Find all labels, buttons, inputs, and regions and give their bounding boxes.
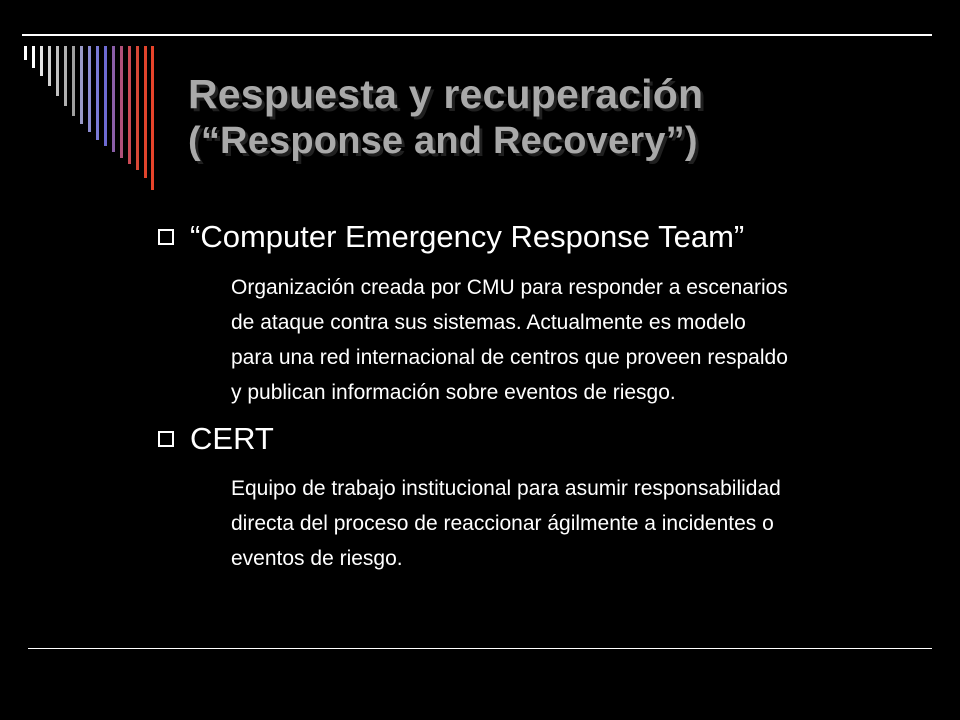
bullet-description xyxy=(231,471,946,576)
description-line: eventos de riesgo. xyxy=(231,547,403,570)
description-line: Organización creada por CMU para responder a escenarios xyxy=(231,276,788,299)
stripe xyxy=(136,46,139,170)
bullet-heading: CERT xyxy=(190,421,274,456)
description-line: Equipo de trabajo institucional para asumir responsabilidad xyxy=(231,477,781,500)
stripe xyxy=(40,46,43,76)
stripe xyxy=(80,46,83,124)
bullet-description xyxy=(231,270,946,410)
stripe xyxy=(32,46,35,68)
bullet-item xyxy=(158,218,744,256)
stripe xyxy=(128,46,131,164)
stripe xyxy=(96,46,99,140)
square-bullet-icon xyxy=(158,229,174,245)
top-divider xyxy=(22,34,932,36)
square-bullet-icon xyxy=(158,431,174,447)
title-line-2: (“Response and Recovery”) xyxy=(188,120,698,162)
stripe xyxy=(144,46,147,178)
description-line: de ataque contra sus sistemas. Actualmente es modelo xyxy=(231,311,746,334)
stripe xyxy=(151,46,154,190)
bottom-divider xyxy=(28,648,932,649)
slide-title xyxy=(188,70,928,164)
stripe xyxy=(64,46,67,106)
bullet-heading: “Computer Emergency Response Team” xyxy=(190,219,745,254)
stripe xyxy=(48,46,51,86)
description-line: y publican información sobre eventos de riesgo. xyxy=(231,381,676,404)
stripe xyxy=(104,46,107,146)
stripe xyxy=(72,46,75,116)
stripe xyxy=(56,46,59,96)
stripe xyxy=(112,46,115,152)
stripe xyxy=(88,46,91,132)
description-line: para una red internacional de centros que proveen respaldo xyxy=(231,346,788,369)
stripe xyxy=(24,46,27,60)
title-line-1: Respuesta y recuperación xyxy=(188,71,704,117)
bullet-item xyxy=(158,420,274,458)
description-line: directa del proceso de reaccionar ágilmente a incidentes o xyxy=(231,512,774,535)
stripe xyxy=(120,46,123,158)
